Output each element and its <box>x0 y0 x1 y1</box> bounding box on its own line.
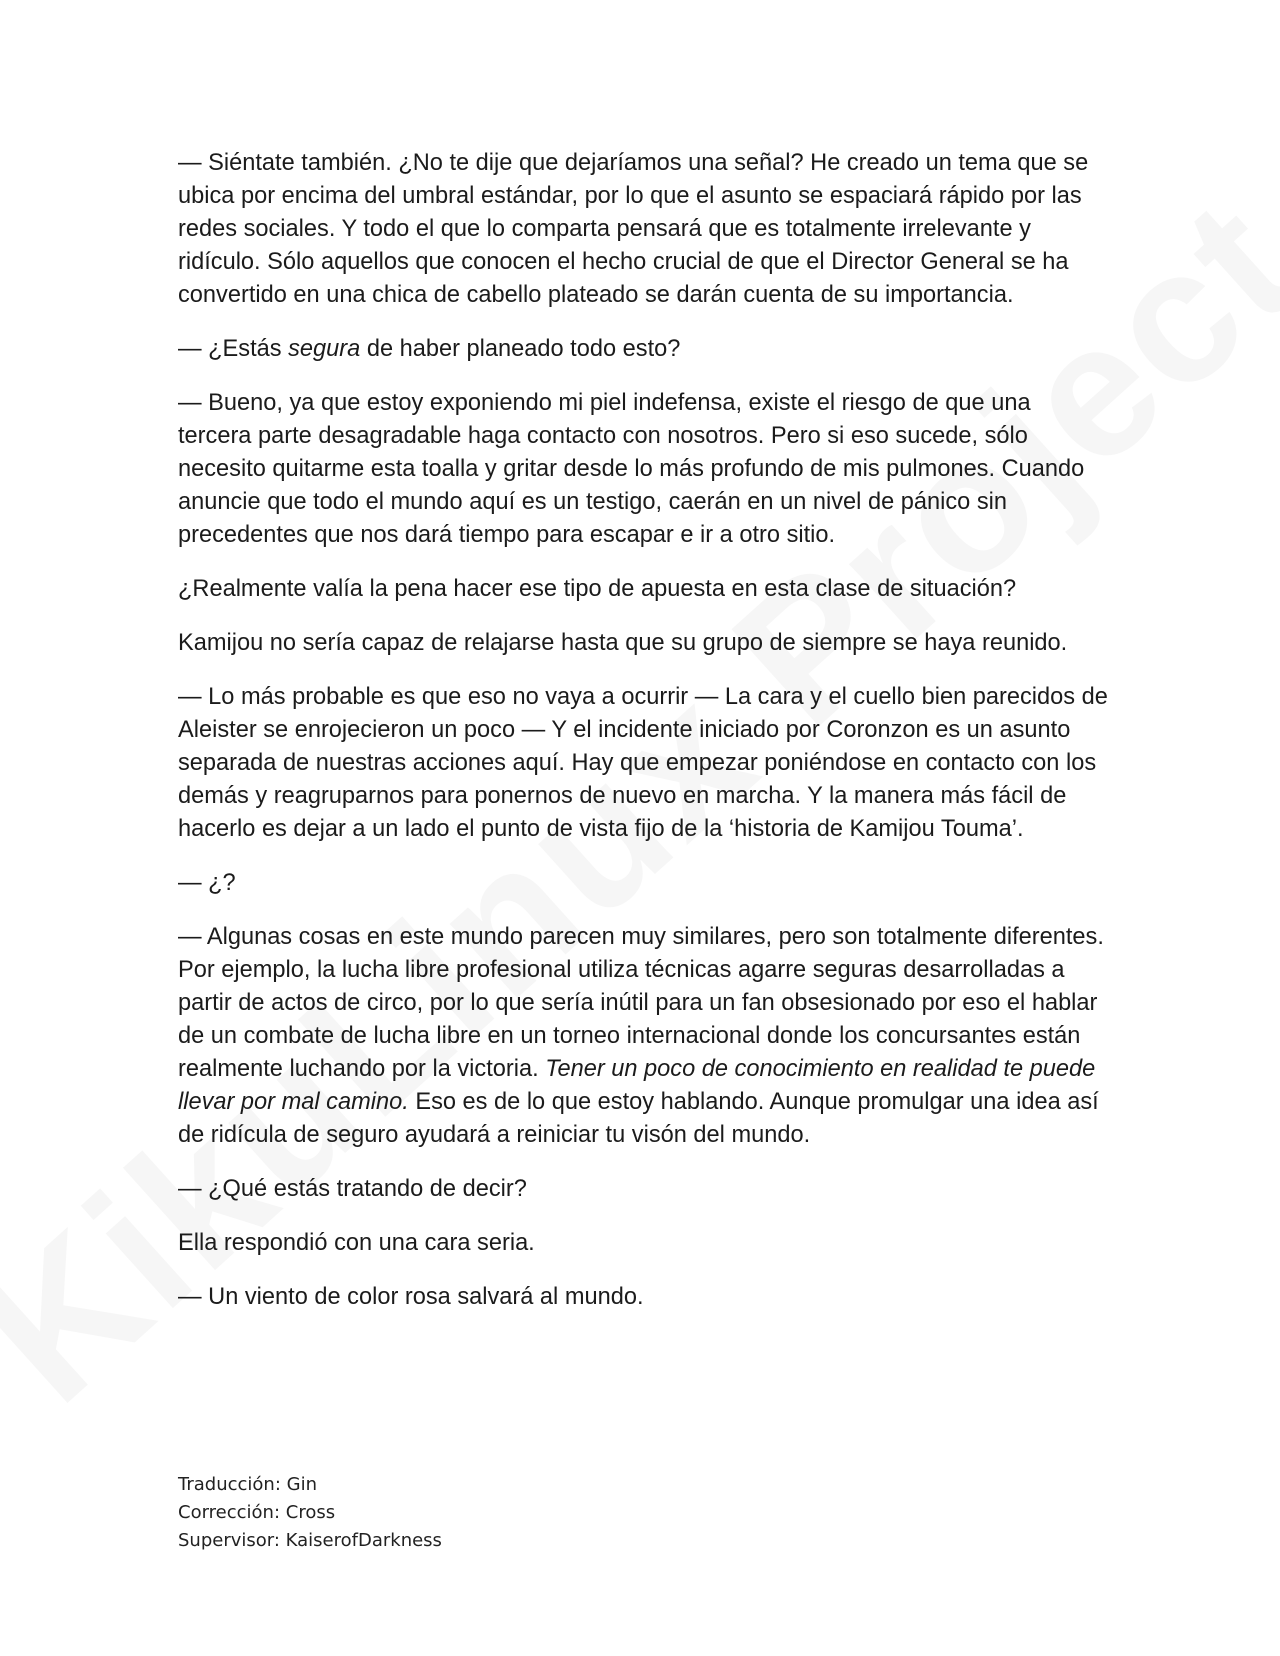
paragraph-text: Eso es de lo que estoy hablando. Aunque promulgar una idea así de ridícula de seguro ayudará a reiniciar tu visón del mundo. <box>178 1089 1099 1148</box>
paragraph: — ¿Qué estás tratando de decir? <box>178 1176 527 1202</box>
paragraph-text: de haber planeado todo esto? <box>360 336 681 362</box>
paragraph: Ella respondió con una cara seria. <box>178 1230 535 1256</box>
paragraph: — Un viento de color rosa salvará al mundo. <box>178 1284 644 1310</box>
paragraph: — Bueno, ya que estoy exponiendo mi piel indefensa, existe el riesgo de que una tercera parte desagradable haga contacto con nosotros. Pero si eso sucede, sólo necesito quitarme esta toalla y gritar desde lo más profundo de mis pulmones. Cuando anuncie que todo el mundo aquí es un testigo, caerán en un nivel de pánico sin precedentes que nos dará tiempo para escapar e ir a otro sitio. <box>178 390 1085 548</box>
paragraph <box>178 333 1108 366</box>
credit-correction: Corrección: Cross <box>178 1502 336 1523</box>
credits-block <box>178 1471 442 1555</box>
paragraph-text: — Algunas cosas en este mundo parecen muy similares, pero son totalmente diferentes. Por ejemplo, la lucha libre profesional utiliza técnicas agarre seguras desarrolladas a partir de actos de circo, por lo que sería inútil para un fan obsesionado por eso el hablar de un combate de lucha libre en un torneo internacional donde los concursantes están realmente luchando por la victoria. <box>178 924 1104 1082</box>
paragraph-text: — ¿Estás <box>178 336 289 362</box>
credit-supervisor: Supervisor: KaiserofDarkness <box>178 1530 442 1551</box>
paragraph: — Siéntate también. ¿No te dije que dejaríamos una señal? He creado un tema que se ubica por encima del umbral estándar, por lo que el asunto se espaciará rápido por las redes sociales. Y todo el que lo comparta pensará que es totalmente irrelevante y ridículo. Sólo aquellos que conocen el hecho crucial de que el Director General se ha convertido en una chica de cabello plateado se darán cuenta de su importancia. <box>178 150 1089 308</box>
paragraph: Kamijou no sería capaz de relajarse hasta que su grupo de siempre se haya reunido. <box>178 630 1068 656</box>
paragraph: — Lo más probable es que eso no vaya a ocurrir — La cara y el cuello bien parecidos de Aleister se enrojecieron un poco — Y el incidente iniciado por Coronzon es un asunto separada de nuestras acciones aquí. Hay que empezar poniéndose en contacto con los demás y reagruparnos para ponernos de nuevo en marcha. Y la manera más fácil de hacerlo es dejar a un lado el punto de vista fijo de la ‘historia de Kamijou Touma’. <box>178 684 1108 842</box>
paragraph: — ¿? <box>178 870 236 896</box>
paragraph: ¿Realmente valía la pena hacer ese tipo de apuesta en esta clase de situación? <box>178 576 1017 602</box>
italic-emphasis: Tener un poco de conocimiento en realidad te puede llevar por mal camino. <box>178 1056 1096 1115</box>
italic-emphasis: segura <box>288 336 361 362</box>
document-body <box>178 147 1108 1335</box>
paragraph <box>178 921 1108 1152</box>
credit-translation: Traducción: Gin <box>178 1474 317 1495</box>
